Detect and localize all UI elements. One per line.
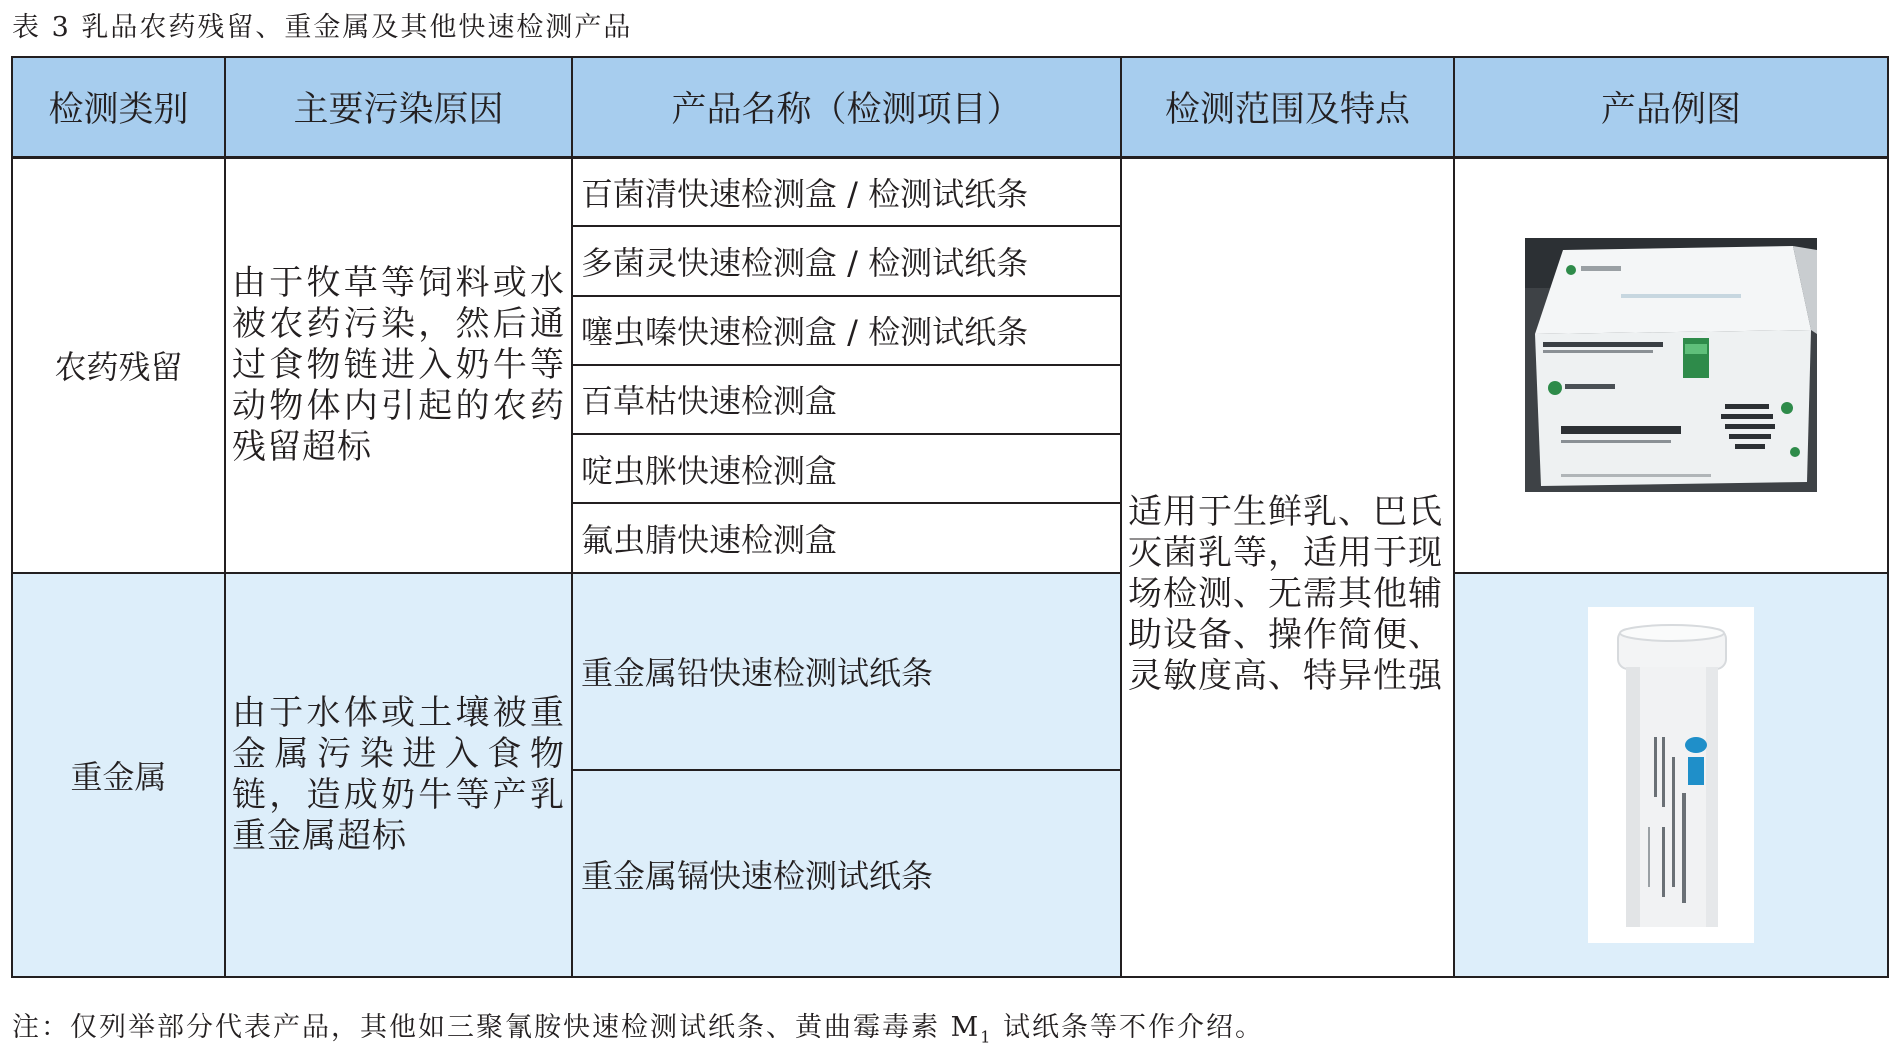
product-item: 氟虫腈快速检测盒: [572, 503, 1121, 572]
category-heavy-metal: 重金属: [12, 573, 225, 978]
test-strip-bottle-photo: [1588, 607, 1754, 943]
category-pesticide-residue: 农药残留: [12, 157, 225, 573]
table-row: [12, 157, 1888, 226]
cause-heavy-metal: 由于水体或土壤被重金属污染进入食物链，造成奶牛等产乳重金属超标: [225, 573, 572, 978]
test-kit-box-photo: [1525, 238, 1817, 492]
header-category: 检测类别: [12, 57, 225, 157]
footnote-subscript: 1: [980, 1027, 993, 1047]
scope-and-features: 适用于生鲜乳、巴氏灭菌乳等，适用于现场检测、无需其他辅助设备、操作简便、灵敏度高、特异性强: [1121, 157, 1454, 977]
product-item: 噻虫嗪快速检测盒 / 检测试纸条: [572, 296, 1121, 365]
detection-products-table: [11, 56, 1889, 978]
product-item: 重金属铅快速检测试纸条: [572, 573, 1121, 771]
product-item: 多菌灵快速检测盒 / 检测试纸条: [572, 226, 1121, 295]
table-footnote: [12, 1008, 1264, 1057]
example-image-cell: [1454, 157, 1888, 573]
header-product-name: 产品名称（检测项目）: [572, 57, 1121, 157]
footnote-text-end: 试纸条等不作介绍。: [992, 1012, 1265, 1043]
table-row: [12, 573, 1888, 771]
cause-pesticide-residue: 由于牧草等饲料或水被农药污染，然后通过食物链进入奶牛等动物体内引起的农药残留超标: [225, 157, 572, 573]
product-item: 百菌清快速检测盒 / 检测试纸条: [572, 157, 1121, 226]
footnote-text: 注：仅列举部分代表产品，其他如三聚氰胺快速检测试纸条、黄曲霉毒素 M: [12, 1012, 981, 1043]
header-cause: 主要污染原因: [225, 57, 572, 157]
header-example-image: 产品例图: [1454, 57, 1888, 157]
header-scope: 检测范围及特点: [1121, 57, 1454, 157]
example-image-cell: [1454, 573, 1888, 978]
table-header-row: [12, 57, 1888, 157]
table-caption: 表 3 乳品农药残留、重金属及其他快速检测产品: [12, 12, 633, 43]
product-item: 百草枯快速检测盒: [572, 365, 1121, 434]
product-item: 重金属镉快速检测试纸条: [572, 770, 1121, 977]
product-item: 啶虫脒快速检测盒: [572, 434, 1121, 503]
